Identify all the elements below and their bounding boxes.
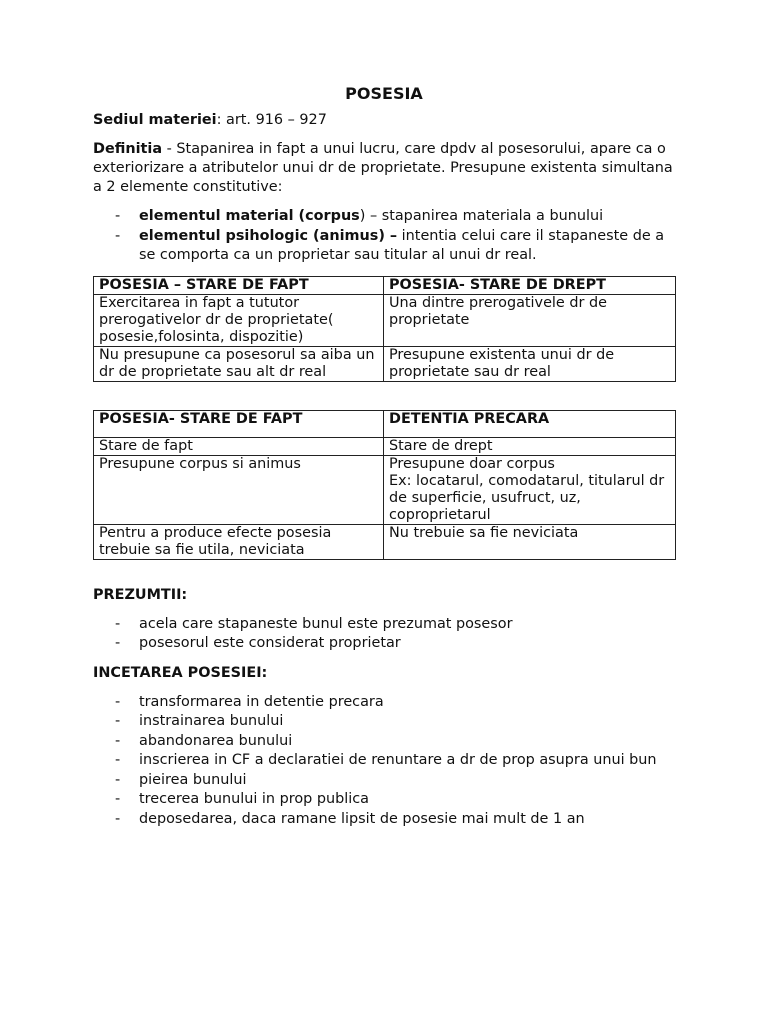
table-row (94, 437, 676, 455)
page-title: POSESIA (345, 84, 423, 103)
element-bold: elementul material (corpus (139, 208, 360, 224)
dash-bullet: - (115, 713, 121, 729)
list-item-text: posesorul este considerat proprietar (139, 635, 401, 651)
list-item (93, 634, 675, 654)
list-item-text: abandonarea bunului (139, 732, 293, 749)
sediul-label: Sediul materiei (93, 112, 217, 128)
incetarea-list (93, 693, 675, 830)
dash-bullet: - (115, 693, 121, 710)
list-item (93, 207, 675, 227)
table-cell: Stare de fapt (94, 437, 384, 455)
table-cell: Nu presupune ca posesorul sa aiba un dr de proprietate sau alt dr real (94, 346, 384, 381)
definitia-text: - Stapanirea in fapt a unui lucru, care dpdv al posesorului, apare ca o exteriorizare a atributelor unui dr de proprietate. Presupune existenta simultana a 2 elemente constitutive: (93, 141, 673, 195)
dash-bullet: - (115, 635, 121, 651)
dash-bullet: - (115, 810, 121, 827)
table-cell: Presupune corpus si animus (94, 455, 384, 524)
document-page (93, 84, 675, 829)
table-cell: Presupune existenta unui dr de proprietate sau dr real (384, 346, 676, 381)
dash-bullet: - (115, 227, 121, 244)
list-item (93, 693, 675, 713)
incetarea-heading: INCETAREA POSESIEI: (93, 664, 268, 681)
element-bold: elementul psihologic (animus) – (139, 227, 398, 244)
table-header-row (94, 410, 676, 437)
list-item-text: instrainarea bunului (139, 713, 284, 729)
list-item (93, 771, 675, 791)
table-cell: Una dintre prerogativele dr de proprietate (384, 294, 676, 346)
table-header-cell: POSESIA – STARE DE FAPT (94, 276, 384, 294)
list-item (93, 751, 675, 771)
table-header-cell: POSESIA- STARE DE FAPT (94, 410, 384, 437)
table-header-cell: DETENTIA PRECARA (384, 410, 676, 437)
dash-bullet: - (115, 208, 121, 224)
element-text: intentia celui care il stapaneste de a se comporta ca un proprietar sau titular al unui dr real. (139, 227, 665, 263)
list-item-text: deposedarea, daca ramane lipsit de posesie mai mult de 1 an (139, 810, 585, 827)
table-row (94, 346, 676, 381)
table-cell: Pentru a produce efecte posesia trebuie sa fie utila, neviciata (94, 524, 384, 559)
list-item-text: transformarea in detentie precara (139, 693, 384, 710)
definitia-paragraph (93, 140, 675, 197)
prezumtii-list (93, 615, 675, 654)
list-item (93, 227, 675, 266)
list-item-text: trecerea bunului in prop publica (139, 791, 369, 807)
table-header-cell: POSESIA- STARE DE DREPT (384, 276, 676, 294)
table-row (94, 524, 676, 559)
list-item (93, 615, 675, 635)
dash-bullet: - (115, 771, 121, 788)
list-item-text: pieirea bunului (139, 771, 247, 788)
table-row (94, 294, 676, 346)
comparison-table-1 (93, 276, 676, 382)
list-item (93, 790, 675, 810)
table-cell-line: Presupune doar corpus (389, 455, 555, 472)
list-item (93, 712, 675, 732)
dash-bullet: - (115, 615, 121, 632)
dash-bullet: - (115, 752, 121, 768)
dash-bullet: - (115, 791, 121, 807)
comparison-table-2 (93, 410, 676, 560)
prezumtii-heading: PREZUMTII: (93, 586, 188, 603)
list-item (93, 810, 675, 830)
table-row (94, 455, 676, 524)
table-cell-example: Ex: locatarul, comodatarul, titularul dr de superficie, usufruct, uz, coproprietarul (389, 472, 665, 523)
sediul-text: : art. 916 – 927 (216, 112, 327, 128)
list-item-text: inscrierea in CF a declaratiei de renuntare a dr de prop asupra unui bun (139, 752, 657, 768)
list-item-text: acela care stapaneste bunul este prezumat posesor (139, 615, 513, 632)
sediul-line (93, 111, 675, 130)
list-item (93, 732, 675, 752)
dash-bullet: - (115, 732, 121, 749)
table-cell: Nu trebuie sa fie neviciata (384, 524, 676, 559)
elements-list (93, 207, 675, 266)
table-cell (384, 455, 676, 524)
definitia-label: Definitia (93, 141, 163, 157)
table-cell: Stare de drept (384, 437, 676, 455)
element-text: ) – stapanirea materiala a bunului (359, 208, 604, 224)
table-header-row (94, 276, 676, 294)
table-cell: Exercitarea in fapt a tututor prerogativelor dr de proprietate( posesie,folosinta, dispozitie) (94, 294, 384, 346)
